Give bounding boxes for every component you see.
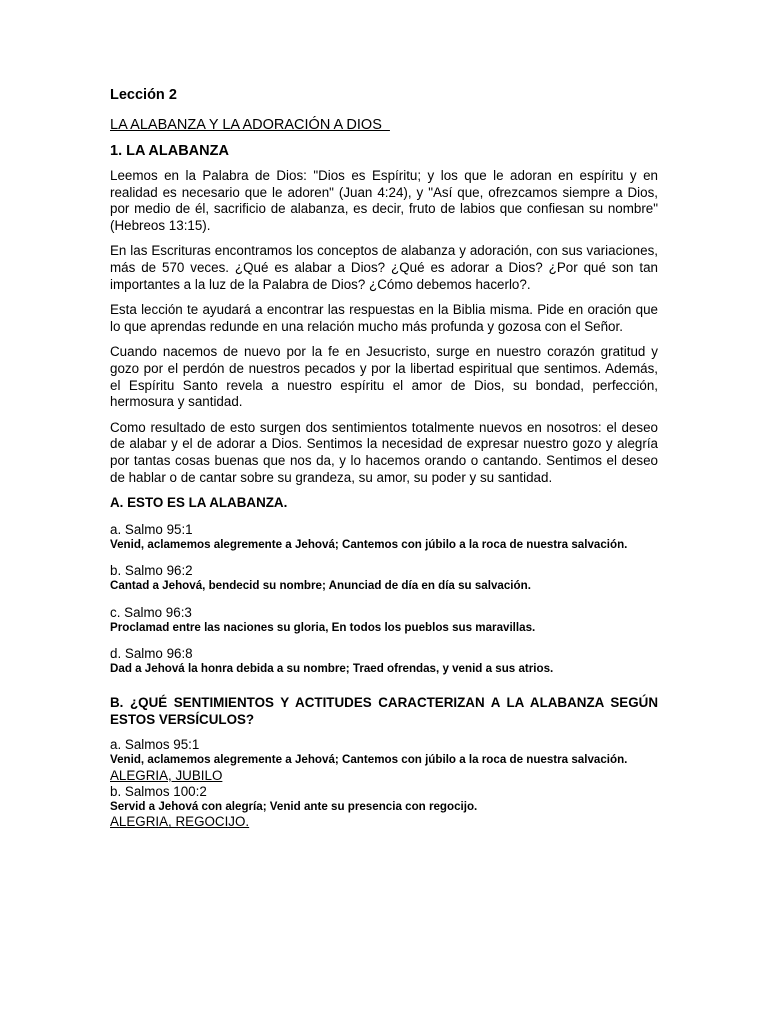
- verse-item: [110, 646, 658, 677]
- page-title: LA ALABANZA Y LA ADORACIÓN A DIOS: [110, 117, 390, 133]
- verse-text: Dad a Jehová la honra debida a su nombre; Traed ofrendas, y venid a sus atrios.: [110, 662, 554, 676]
- verse-reference: d. Salmo 96:8: [110, 646, 193, 662]
- answer-text: ALEGRIA, REGOCIJO.: [110, 814, 250, 830]
- verse-item: [110, 522, 658, 553]
- verse-reference: a. Salmo 95:1: [110, 521, 193, 537]
- verse-item: [110, 563, 658, 594]
- subsection-heading-a: A. ESTO ES LA ALABANZA.: [110, 495, 288, 511]
- verse-item: [110, 784, 658, 831]
- paragraph: Cuando nacemos de nuevo por la fe en Jesucristo, surge en nuestro corazón gratitud y gozo por el perdón de nuestros pecados y por la libertad espiritual que sentimos. Además, el Espíritu Santo revela a nuestro espíritu el amor de Dios, su bondad, perfección, hermosura y santidad.: [110, 344, 658, 410]
- verse-reference: c. Salmo 96:3: [110, 604, 192, 620]
- answer-text: ALEGRIA, JUBILO: [110, 767, 223, 783]
- subsection-heading-b: B. ¿QUÉ SENTIMIENTOS Y ACTITUDES CARACTERIZAN A LA ALABANZA SEGÚN ESTOS VERSÍCULOS?: [110, 695, 658, 727]
- verse-text: Proclamad entre las naciones su gloria, En todos los pueblos sus maravillas.: [110, 620, 536, 634]
- document-page: [110, 86, 658, 830]
- verse-reference: b. Salmo 96:2: [110, 563, 193, 579]
- paragraph: En las Escrituras encontramos los conceptos de alabanza y adoración, con sus variaciones, más de 570 veces. ¿Qué es alabar a Dios? ¿Qué es adorar a Dios? ¿Por qué son tan importantes a la luz de la Palabra de Dios? ¿Cómo debemos hacerlo?.: [110, 243, 658, 292]
- verse-item: [110, 605, 658, 636]
- verse-text: Cantad a Jehová, bendecid su nombre; Anunciad de día en día su salvación.: [110, 579, 531, 593]
- paragraph: Como resultado de esto surgen dos sentimientos totalmente nuevos en nosotros: el deseo de alabar y el de adorar a Dios. Sentimos la necesidad de expresar nuestro gozo y alegría por tantas cosas buenas que nos da, y lo hacemos orando o cantando. Sentimos el deseo de hablar o de cantar sobre su grandeza, su amor, su poder y su santidad.: [110, 419, 658, 485]
- verse-text: Venid, aclamemos alegremente a Jehová; Cantemos con júbilo a la roca de nuestra salvación.: [110, 537, 628, 551]
- paragraph: Leemos en la Palabra de Dios: "Dios es Espíritu; y los que le adoran en espíritu y en realidad es necesario que le adoren" (Juan 4:24), y "Así que, ofrezcamos siempre a Dios, por medio de él, sacrificio de alabanza, es decir, fruto de labios que confiesan su nombre" (Hebreos 13:15).: [110, 168, 658, 233]
- verse-item: [110, 737, 658, 784]
- paragraph: Esta lección te ayudará a encontrar las respuestas en la Biblia misma. Pide en oración que lo que aprendas redunde en una relación mucho más profunda y gozosa con el Señor.: [110, 302, 658, 334]
- lesson-label: Lección 2: [110, 87, 177, 103]
- verse-text: Servid a Jehová con alegría; Venid ante su presencia con regocijo.: [110, 799, 478, 813]
- verse-text: Venid, aclamemos alegremente a Jehová; Cantemos con júbilo a la roca de nuestra salvación.: [110, 753, 628, 767]
- verse-reference: b. Salmos 100:2: [110, 783, 207, 799]
- verse-reference: a. Salmos 95:1: [110, 737, 200, 753]
- section-heading: 1. LA ALABANZA: [110, 143, 229, 159]
